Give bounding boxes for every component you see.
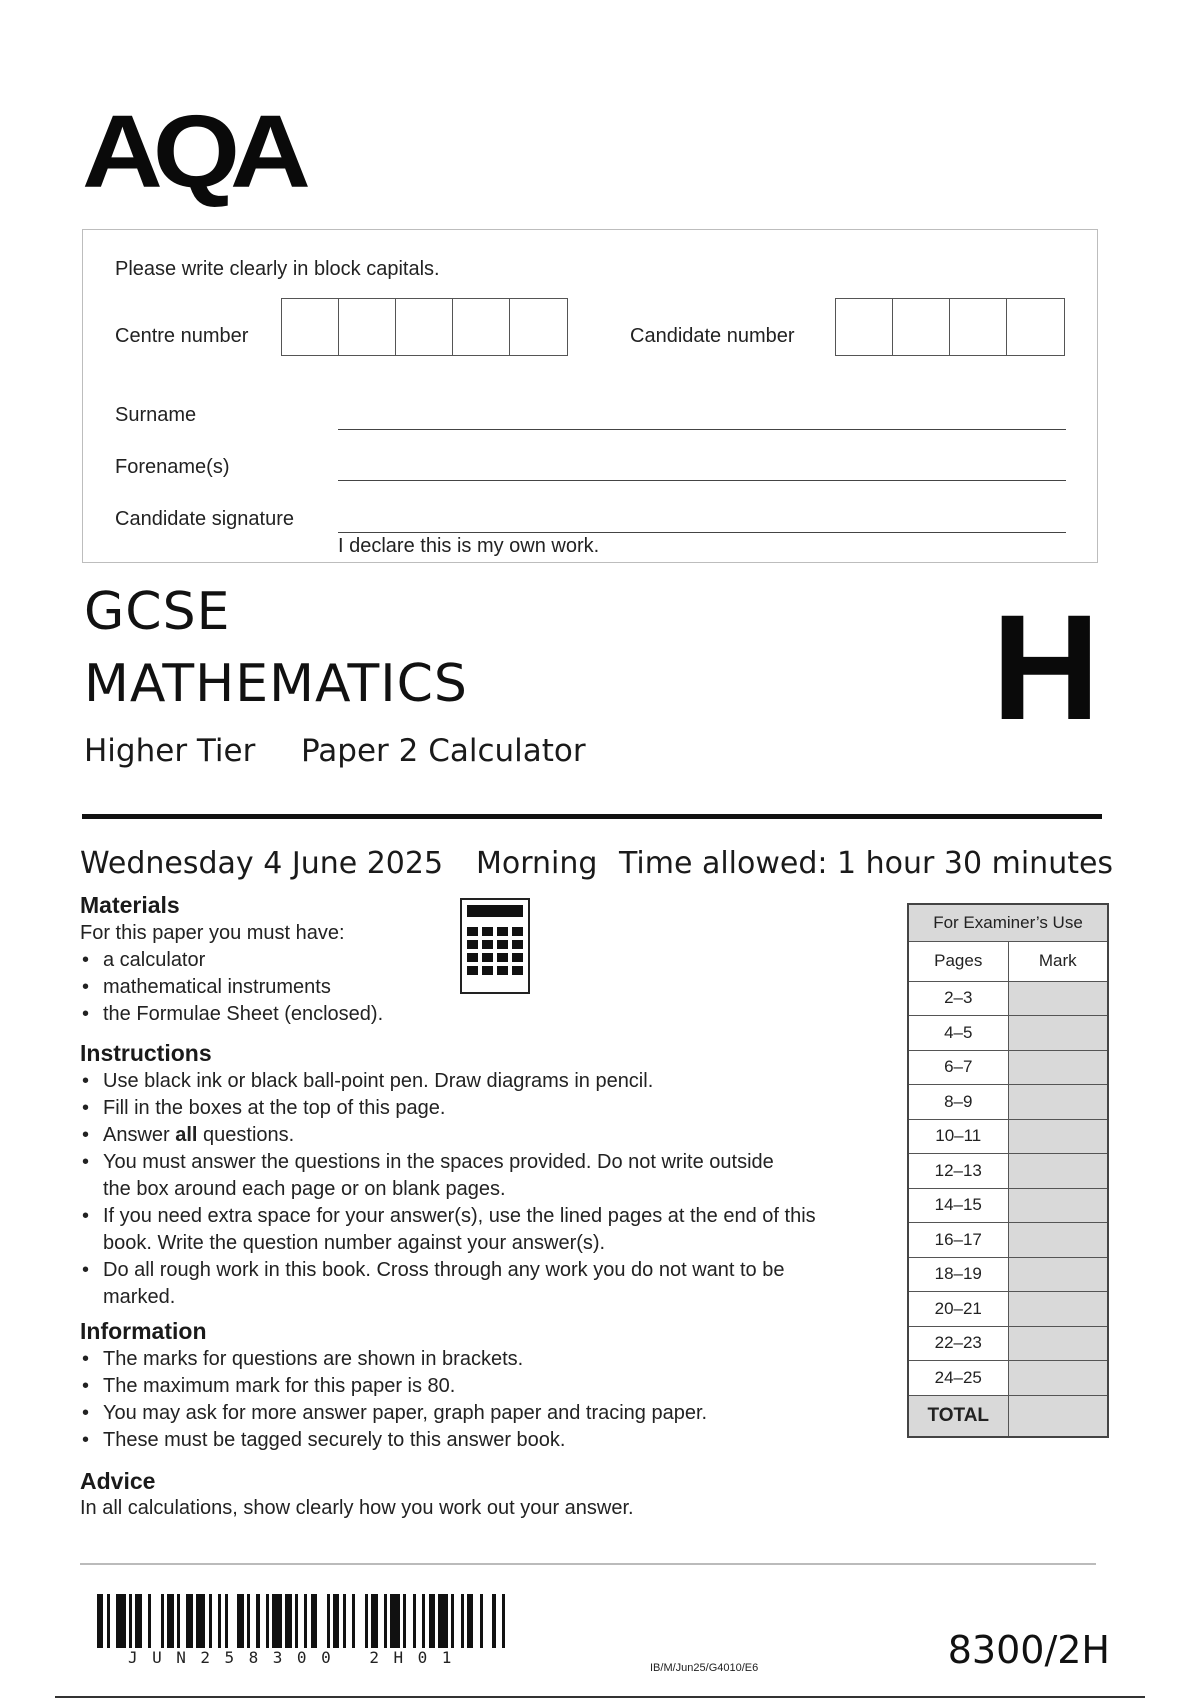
list-item: • You may ask for more answer paper, graph paper and tracing paper.	[80, 1400, 850, 1427]
materials-heading: Materials	[80, 892, 180, 918]
time-allowed: Time allowed: 1 hour 30 minutes	[619, 846, 1114, 881]
barcode-bar	[317, 1594, 327, 1648]
barcode-text: JUN258300 2H01	[128, 1648, 466, 1667]
examiners-use-title: For Examiner’s Use	[908, 904, 1108, 941]
block-capitals-instruction: Please write clearly in block capitals.	[115, 258, 440, 280]
materials-list	[80, 947, 440, 1028]
list-item: • These must be tagged securely to this answer book.	[80, 1427, 850, 1454]
list-item: • a calculator	[80, 947, 440, 974]
list-item: • mathematical instruments	[80, 974, 440, 1001]
candidate-number-digit[interactable]	[950, 299, 1007, 355]
mark-cell	[1008, 1050, 1108, 1085]
candidate-number-digit[interactable]	[1007, 299, 1064, 355]
tier-name: Higher Tier	[84, 733, 256, 769]
paper-name: Paper 2 Calculator	[301, 733, 586, 769]
candidate-number-label: Candidate number	[630, 325, 795, 347]
centre-number-label: Centre number	[115, 325, 249, 347]
centre-number-digit[interactable]	[396, 299, 453, 355]
barcode	[97, 1594, 509, 1648]
mark-cell	[1008, 1223, 1108, 1258]
mark-cell	[1008, 1361, 1108, 1396]
barcode-bar	[196, 1594, 206, 1648]
total-mark-cell	[1008, 1395, 1108, 1437]
barcode-bar	[151, 1594, 161, 1648]
pages-cell: 2–3	[908, 981, 1008, 1016]
list-item: • Use black ink or black ball-point pen. Draw diagrams in pencil.	[80, 1068, 850, 1095]
centre-number-digit[interactable]	[339, 299, 396, 355]
list-item: • The marks for questions are shown in brackets.	[80, 1346, 850, 1373]
barcode-bar	[228, 1594, 238, 1648]
title-divider	[82, 814, 1102, 819]
mark-cell	[1008, 1257, 1108, 1292]
tier-letter: H	[991, 583, 1100, 751]
examiners-use-table	[907, 903, 1109, 1438]
barcode-bar	[272, 1594, 282, 1648]
mark-cell	[1008, 1119, 1108, 1154]
instructions-list	[80, 1068, 850, 1311]
forenames-field[interactable]	[338, 480, 1066, 481]
mark-cell	[1008, 1188, 1108, 1223]
mark-cell	[1008, 1292, 1108, 1327]
candidate-number-digit[interactable]	[836, 299, 893, 355]
candidate-number-digit[interactable]	[893, 299, 950, 355]
pages-column-header: Pages	[908, 941, 1008, 981]
mark-cell	[1008, 981, 1108, 1016]
qualification-title: GCSE	[84, 582, 231, 642]
list-item: • Fill in the boxes at the top of this page.	[80, 1095, 850, 1122]
list-item: • You must answer the questions in the spaces provided. Do not write outside the box around each page or on blank pages.	[80, 1149, 800, 1203]
surname-field[interactable]	[338, 429, 1066, 430]
centre-number-digit[interactable]	[453, 299, 510, 355]
footer-divider	[80, 1563, 1096, 1565]
mark-cell	[1008, 1085, 1108, 1120]
advice-text: In all calculations, show clearly how you work out your answer.	[80, 1497, 634, 1519]
instructions-heading: Instructions	[80, 1040, 212, 1066]
exam-date: Wednesday 4 June 2025	[80, 846, 444, 881]
list-item: • If you need extra space for your answer(s), use the lined pages at the end of this book. Write the question number against your answer(s).	[80, 1203, 850, 1257]
barcode-bar	[390, 1594, 400, 1648]
barcode-bar	[355, 1594, 365, 1648]
pages-cell: 8–9	[908, 1085, 1008, 1120]
aqa-logo: AQA	[82, 93, 301, 209]
page-bottom-rule	[55, 1696, 1145, 1698]
candidate-details-box	[82, 229, 1098, 563]
centre-number-digit[interactable]	[282, 299, 339, 355]
information-heading: Information	[80, 1318, 207, 1344]
mark-cell	[1008, 1154, 1108, 1189]
pages-cell: 12–13	[908, 1154, 1008, 1189]
total-label: TOTAL	[908, 1395, 1008, 1437]
forenames-label: Forename(s)	[115, 456, 230, 478]
pages-cell: 14–15	[908, 1188, 1008, 1223]
signature-label: Candidate signature	[115, 508, 295, 530]
pages-cell: 20–21	[908, 1292, 1008, 1327]
materials-intro: For this paper you must have:	[80, 922, 345, 944]
surname-label: Surname	[115, 404, 197, 426]
pages-cell: 18–19	[908, 1257, 1008, 1292]
pages-cell: 10–11	[908, 1119, 1008, 1154]
centre-number-digit[interactable]	[510, 299, 567, 355]
mark-cell	[1008, 1326, 1108, 1361]
list-item: • The maximum mark for this paper is 80.	[80, 1373, 850, 1400]
list-item: • the Formulae Sheet (enclosed).	[80, 1001, 440, 1028]
list-item: • Answer all questions.	[80, 1122, 850, 1149]
pages-cell: 16–17	[908, 1223, 1008, 1258]
information-list	[80, 1346, 850, 1454]
pages-cell: 6–7	[908, 1050, 1008, 1085]
document-reference: IB/M/Jun25/G4010/E6	[650, 1662, 759, 1674]
barcode-bar	[483, 1594, 493, 1648]
calculator-icon	[460, 898, 530, 994]
mark-cell	[1008, 1016, 1108, 1051]
barcode-bar	[438, 1594, 448, 1648]
pages-cell: 22–23	[908, 1326, 1008, 1361]
pages-cell: 24–25	[908, 1361, 1008, 1396]
subject-title: MATHEMATICS	[84, 654, 468, 714]
signature-field[interactable]	[338, 532, 1066, 533]
centre-number-boxes[interactable]	[281, 298, 568, 356]
pages-cell: 4–5	[908, 1016, 1008, 1051]
mark-column-header: Mark	[1008, 941, 1108, 981]
declaration-text: I declare this is my own work.	[338, 535, 600, 557]
barcode-bar	[116, 1594, 126, 1648]
advice-heading: Advice	[80, 1468, 156, 1494]
paper-code: 8300/2H	[947, 1628, 1110, 1672]
barcode-bar	[505, 1594, 508, 1648]
exam-session: Morning	[476, 846, 598, 881]
list-item: • Do all rough work in this book. Cross through any work you do not want to be marked.	[80, 1257, 850, 1311]
candidate-number-boxes[interactable]	[835, 298, 1065, 356]
